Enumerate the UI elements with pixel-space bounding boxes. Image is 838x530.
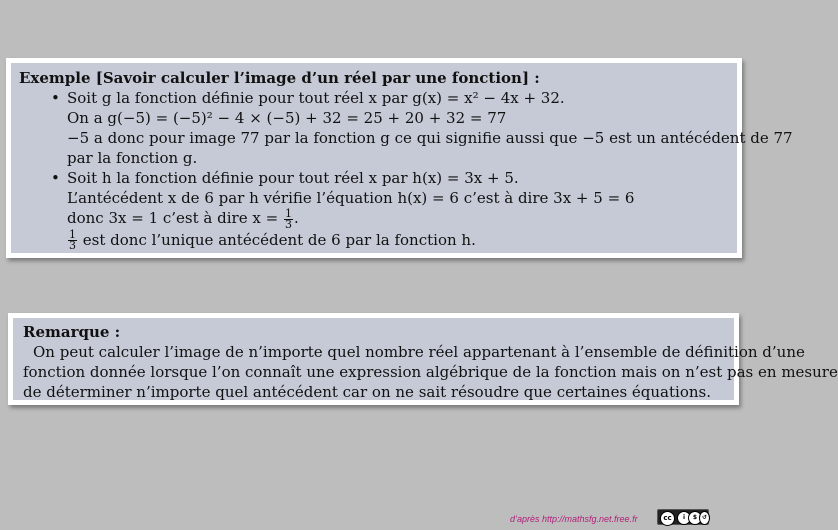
remark-line-2: fonction donnée lorsque l’on connaît une expression algébrique de la fonction mais on n’est pas en mesure xyxy=(23,363,838,381)
by-icon: i xyxy=(677,511,691,525)
bullet-icon: • xyxy=(51,169,60,187)
fraction-denominator: 3 xyxy=(284,217,292,231)
cc-icon: cc xyxy=(660,511,675,526)
nc-icon: $ xyxy=(688,511,702,525)
example-item-1-line-3: −5 a donc pour image 77 par la fonction g ce qui signifie aussi que −5 est un antécédent de 77 xyxy=(67,129,793,147)
example-item-2-line-2: L’antécédent x de 6 par h vérifie l’équation h(x) = 6 c’est à dire 3x + 5 = 6 xyxy=(67,189,635,207)
remark-line-3: de déterminer n’importe quel antécédent car on ne sait résoudre que certaines équations. xyxy=(23,383,711,401)
example-item-2-text-1: Soit h la fonction définie pour tout réel x par h(x) = 3x + 5. xyxy=(67,169,519,187)
example-item-2-line-3 xyxy=(19,208,729,230)
fraction-one-third xyxy=(284,206,293,231)
remark-line-1: On peut calculer l’image de n’importe quel nombre réel appartenant à l’ensemble de définition d’une xyxy=(33,343,805,361)
creative-commons-by-nc-sa-icon[interactable] xyxy=(657,509,709,525)
sa-icon: ↺ xyxy=(699,511,710,525)
example-item-1-line-1 xyxy=(19,88,729,108)
remark-box xyxy=(8,313,838,405)
example-item-1-text-1: Soit g la fonction définie pour tout réel x par g(x) = x² − 4x + 32. xyxy=(67,89,565,107)
example-item-2-line-1 xyxy=(19,168,729,188)
footer-credit-link[interactable]: d’après http://mathsfg.net.free.fr xyxy=(510,514,638,524)
fraction-numerator: 1 xyxy=(69,228,76,241)
remark-title: Remarque : xyxy=(23,323,121,341)
example-item-2-line-3-text: donc 3x = 1 c’est à dire x = xyxy=(67,209,279,227)
example-box xyxy=(6,58,793,258)
example-item-2-line-4 xyxy=(19,230,729,252)
example-title: Exemple [Savoir calculer l’image d’un réel par une fonction] : xyxy=(19,69,540,87)
remark-text xyxy=(23,342,838,402)
fraction-numerator: 1 xyxy=(284,206,292,220)
example-item-1-line-4: par la fonction g. xyxy=(67,149,198,167)
bullet-icon: • xyxy=(51,89,60,107)
fraction-one-third xyxy=(68,230,77,251)
fraction-denominator: 3 xyxy=(69,239,76,252)
example-item-2-line-3-end: . xyxy=(293,209,299,227)
example-item-1-line-2: On a g(−5) = (−5)² − 4 × (−5) + 32 = 25 + 20 + 32 = 77 xyxy=(67,109,507,127)
example-item-2-line-4-text: est donc l’unique antécédent de 6 par la fonction h. xyxy=(82,230,476,249)
